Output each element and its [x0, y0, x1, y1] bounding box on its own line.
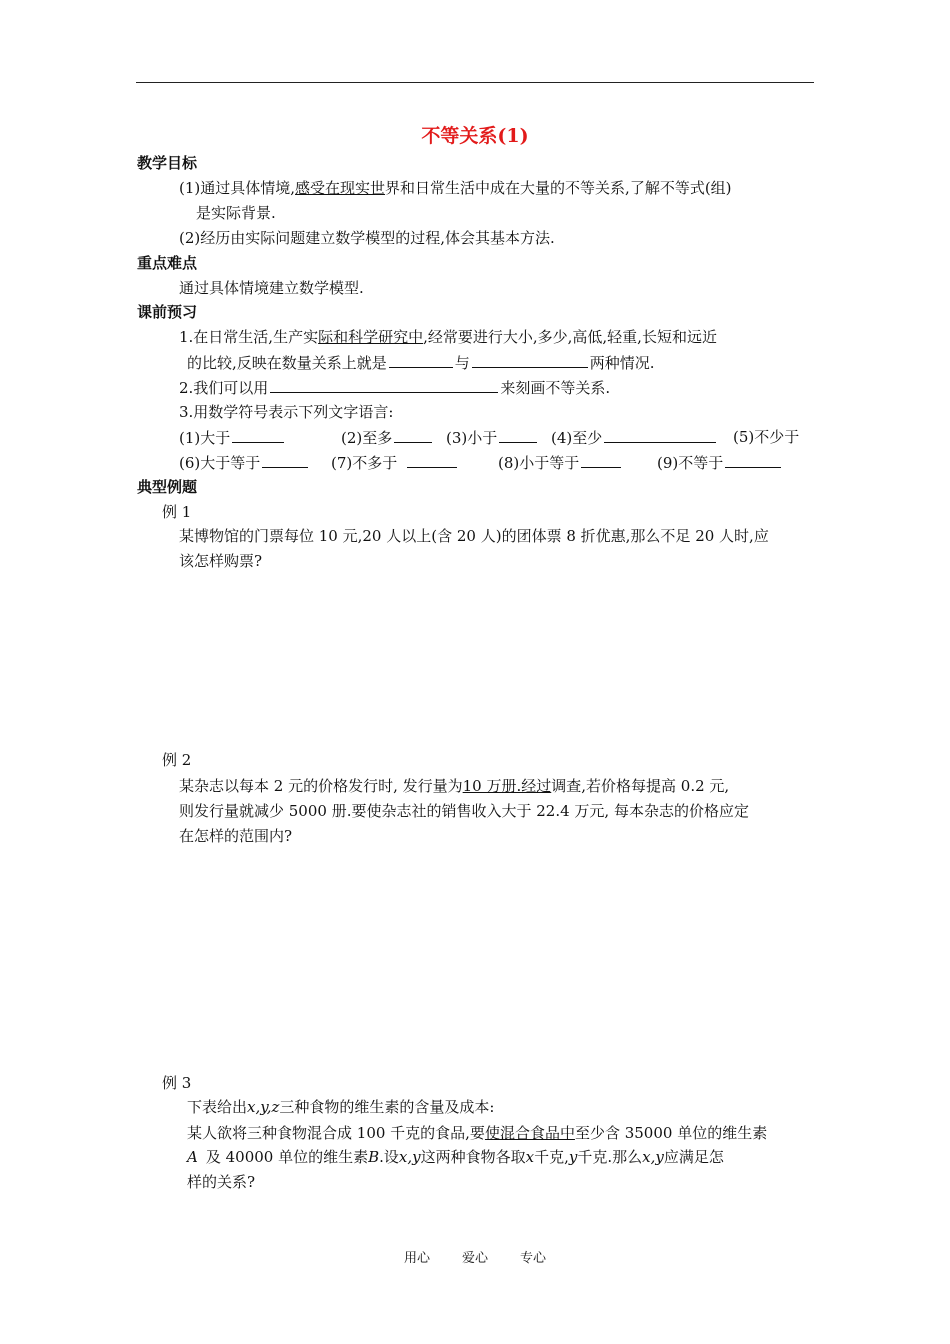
- goal-text: (1)通过具体情境,: [179, 179, 296, 197]
- symbol-label: (8)小于等于: [498, 454, 580, 472]
- example-2-text-cont2: 在怎样的范围内?: [179, 827, 293, 845]
- symbol-label: (6)大于等于: [179, 454, 261, 472]
- ex3-text: 下表给出: [187, 1098, 248, 1116]
- footer-text: 专心: [520, 1251, 547, 1266]
- symbol-label: (7)不多于: [331, 454, 398, 472]
- example-3-text-3: [187, 1147, 724, 1167]
- symbol-item: [446, 427, 539, 448]
- q1-text: 的比较,反映在数量关系上就是: [187, 354, 387, 372]
- header-rule: [136, 82, 814, 83]
- example-2-text-cont: 则发行量就减少 5000 册.要使杂志社的销售收入大于 22.4 万元, 每本杂志的价格应定: [179, 802, 749, 820]
- symbol-label: (2)至多: [341, 429, 393, 447]
- goal-underlined-text: 感受在现实世: [295, 179, 386, 197]
- ex3-variables: x,y,z: [247, 1098, 280, 1116]
- goal-item-1-cont: 是实际背景.: [196, 204, 276, 222]
- footer-text: 爱心: [461, 1251, 488, 1266]
- ex3-var-B: B: [368, 1148, 380, 1166]
- example-1-text-cont: 该怎样购票?: [179, 552, 263, 570]
- fill-blank[interactable]: [604, 427, 716, 443]
- ex3-variables: x,y: [398, 1148, 421, 1166]
- symbol-item: [657, 452, 783, 473]
- symbol-label: (3)小于: [446, 429, 498, 447]
- fill-blank[interactable]: [499, 427, 537, 443]
- symbol-item: [179, 452, 310, 473]
- ex3-text: 及 40000 单位的维生素: [205, 1148, 369, 1166]
- ex2-text: 某杂志以每本 2 元的价格发行时, 发行量为: [179, 777, 463, 795]
- ex3-variable-x: x: [525, 1148, 535, 1166]
- symbol-label: (9)不等于: [657, 454, 724, 472]
- ex3-text: 千克.那么: [577, 1148, 643, 1166]
- fill-blank[interactable]: [472, 352, 588, 368]
- goal-item-2: (2)经历由实际问题建立数学模型的过程,体会其基本方法.: [179, 229, 555, 247]
- example-1-text: 某博物馆的门票每位 10 元,20 人以上(含 20 人)的团体票 8 折优惠,那么不足 20 人时,应: [179, 527, 769, 545]
- preview-q2: [179, 377, 610, 398]
- ex3-text: 至少含 35000 单位的维生素: [574, 1124, 768, 1142]
- ex3-text: 某人欲将三种食物混合成 100 千克的食品,要: [187, 1124, 485, 1142]
- fill-blank[interactable]: [389, 352, 453, 368]
- preview-q1-cont: [187, 352, 655, 373]
- fill-blank[interactable]: [407, 452, 457, 468]
- ex3-underlined-text: 使混合食品中: [484, 1124, 575, 1142]
- q2-text: 来刻画不等关系.: [500, 379, 611, 397]
- symbol-item: [341, 427, 434, 448]
- example-3-text-4: 样的关系?: [187, 1173, 256, 1191]
- q1-underlined-text: 际和科学研究中: [318, 328, 424, 346]
- example-3-text: [187, 1097, 494, 1117]
- section-heading-examples: 典型例题: [137, 478, 198, 496]
- fill-blank[interactable]: [581, 452, 621, 468]
- fill-blank[interactable]: [394, 427, 432, 443]
- ex3-text: 应满足怎: [663, 1148, 724, 1166]
- preview-q3: 3.用数学符号表示下列文字语言:: [179, 403, 394, 421]
- symbol-item: [498, 452, 623, 473]
- symbol-item: [551, 427, 718, 448]
- example-2-label: 例 2: [162, 751, 192, 769]
- q2-text: 2.我们可以用: [179, 379, 269, 397]
- ex3-text: 三种食物的维生素的含量及成本:: [279, 1098, 495, 1116]
- page-title: 不等关系(1): [421, 125, 529, 147]
- ex3-text: 这两种食物各取: [420, 1148, 526, 1166]
- ex3-text: 千克,: [534, 1148, 569, 1166]
- fill-blank[interactable]: [270, 377, 498, 393]
- q1-text: 1.在日常生活,生产实: [179, 328, 319, 346]
- q1-text: ,经常要进行大小,多少,高低,轻重,长短和远近: [423, 328, 717, 346]
- ex3-var-A: A: [187, 1148, 198, 1166]
- ex3-variable-y: y: [568, 1148, 578, 1166]
- goal-item-1: [179, 178, 732, 198]
- symbol-item: [331, 452, 459, 473]
- example-3-text-2: [187, 1123, 767, 1143]
- example-1-label: 例 1: [162, 503, 192, 521]
- ex2-underlined-text: 10 万册.经过: [462, 777, 552, 795]
- section-heading-key: 重点难点: [137, 254, 198, 272]
- example-3-label: 例 3: [162, 1074, 192, 1092]
- symbol-item: [179, 427, 286, 448]
- section-heading-preview: 课前预习: [137, 303, 198, 321]
- goal-text: 界和日常生活中成在大量的不等关系,了解不等式(组): [385, 179, 732, 197]
- example-2-text: [179, 776, 729, 796]
- ex3-text: .设: [379, 1148, 399, 1166]
- section-heading-goals: 教学目标: [137, 154, 198, 172]
- symbol-label: (4)至少: [551, 429, 603, 447]
- preview-q1: [179, 327, 717, 347]
- fill-blank[interactable]: [262, 452, 308, 468]
- footer-text: 用心: [403, 1251, 430, 1266]
- ex2-text: 调查,若价格每提高 0.2 元,: [551, 777, 730, 795]
- q1-text: 与: [454, 354, 470, 372]
- ex3-variables: x,y: [642, 1148, 664, 1166]
- q1-text: 两种情况.: [589, 354, 655, 372]
- page-footer: [0, 1249, 950, 1269]
- fill-blank[interactable]: [725, 452, 781, 468]
- symbol-label: (5)不少于: [733, 428, 800, 446]
- key-text: 通过具体情境建立数学模型.: [179, 279, 364, 297]
- fill-blank[interactable]: [232, 427, 284, 443]
- symbol-label: (1)大于: [179, 429, 231, 447]
- symbol-item: [733, 427, 799, 447]
